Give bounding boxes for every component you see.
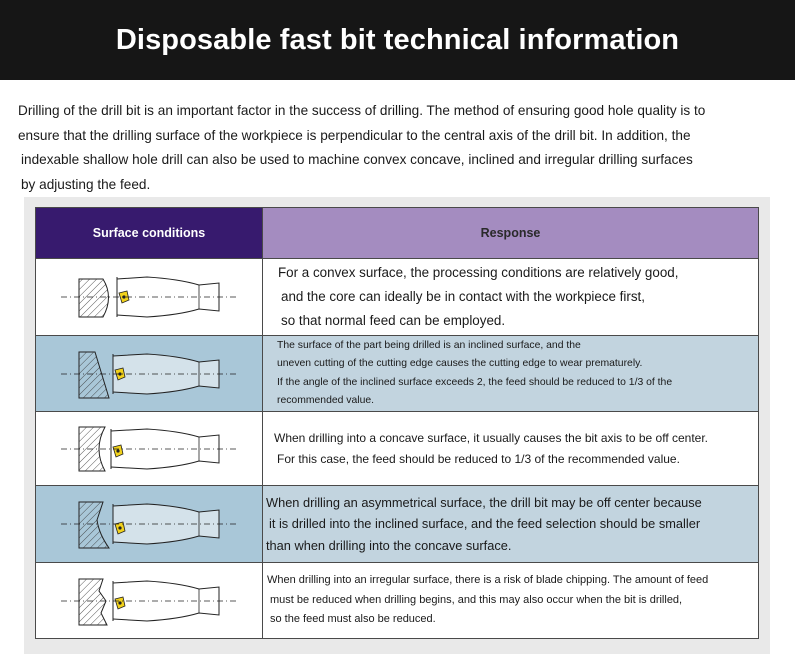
response-line: If the angle of the inclined surface exceeds 2, the feed should be reduced to 1/3 of the bbox=[277, 376, 673, 388]
response-line: must be reduced when drilling begins, and this may also occur when the bit is drilled, bbox=[270, 593, 683, 606]
intro-line: by adjusting the feed. bbox=[21, 176, 151, 192]
response-text bbox=[263, 571, 758, 630]
table-row bbox=[36, 412, 759, 486]
response-line: so that normal feed can be employed. bbox=[281, 313, 506, 328]
table-row bbox=[36, 563, 759, 639]
table-header-row bbox=[36, 208, 759, 259]
table-row bbox=[36, 259, 759, 336]
irregular-surface-drilling-diagram bbox=[59, 571, 239, 631]
response-line: When drilling an asymmetrical surface, the drill bit may be off center because bbox=[266, 494, 702, 510]
page-title: Disposable fast bit technical information bbox=[115, 23, 680, 56]
response-cell bbox=[263, 259, 759, 336]
response-line: The surface of the part being drilled is an inclined surface, and the bbox=[277, 339, 581, 351]
response-line: recommended value. bbox=[277, 395, 375, 406]
response-line: When drilling into a concave surface, it usually causes the bit axis to be off center. bbox=[274, 430, 709, 445]
convex-surface-drilling-diagram bbox=[59, 267, 239, 327]
response-line: When drilling into an irregular surface, there is a risk of blade chipping. The amount of feed bbox=[267, 574, 709, 587]
surface-figure-cell bbox=[36, 412, 263, 486]
response-cell bbox=[263, 412, 759, 486]
table-row bbox=[36, 486, 759, 563]
intro-paragraph bbox=[18, 99, 788, 197]
response-header: Response bbox=[263, 208, 759, 259]
response-line: For this case, the feed should be reduced to 1/3 of the recommended value. bbox=[277, 451, 680, 466]
response-text bbox=[263, 261, 758, 333]
surface-figure-cell bbox=[36, 336, 263, 412]
response-line: it is drilled into the inclined surface, and the feed selection should be smaller bbox=[269, 516, 701, 532]
intro-line: Drilling of the drill bit is an important factor in the success of drilling. The method of ensuring good hole quality is to bbox=[18, 103, 706, 118]
surface-conditions-table bbox=[35, 207, 759, 639]
surface-figure-cell bbox=[36, 486, 263, 563]
response-text bbox=[263, 492, 758, 557]
response-cell bbox=[263, 336, 759, 412]
table-row bbox=[36, 336, 759, 412]
surface-figure-cell bbox=[36, 563, 263, 639]
response-line: uneven cutting of the cutting edge causes the cutting edge to wear prematurely. bbox=[277, 358, 643, 369]
response-cell bbox=[263, 563, 759, 639]
response-line: For a convex surface, the processing conditions are relatively good, bbox=[278, 265, 679, 280]
surface-figure-cell bbox=[36, 259, 263, 336]
intro-line: indexable shallow hole drill can also be used to machine convex concave, inclined and irregular drilling surfaces bbox=[21, 152, 693, 167]
inclined-surface-drilling-diagram bbox=[59, 344, 239, 404]
response-cell bbox=[263, 486, 759, 563]
asymmetrical-surface-drilling-diagram bbox=[59, 494, 239, 554]
surface-conditions-header: Surface conditions bbox=[36, 208, 263, 259]
response-line: so the feed must also be reduced. bbox=[270, 613, 436, 626]
page-header bbox=[0, 0, 795, 80]
response-text bbox=[263, 337, 758, 411]
response-line: than when drilling into the concave surface. bbox=[266, 537, 512, 553]
intro-line: ensure that the drilling surface of the workpiece is perpendicular to the central axis of the drill bit. In addition, the bbox=[18, 127, 691, 143]
response-text bbox=[263, 428, 758, 470]
response-line: and the core can ideally be in contact with the workpiece first, bbox=[281, 289, 645, 304]
concave-surface-drilling-diagram bbox=[59, 419, 239, 479]
